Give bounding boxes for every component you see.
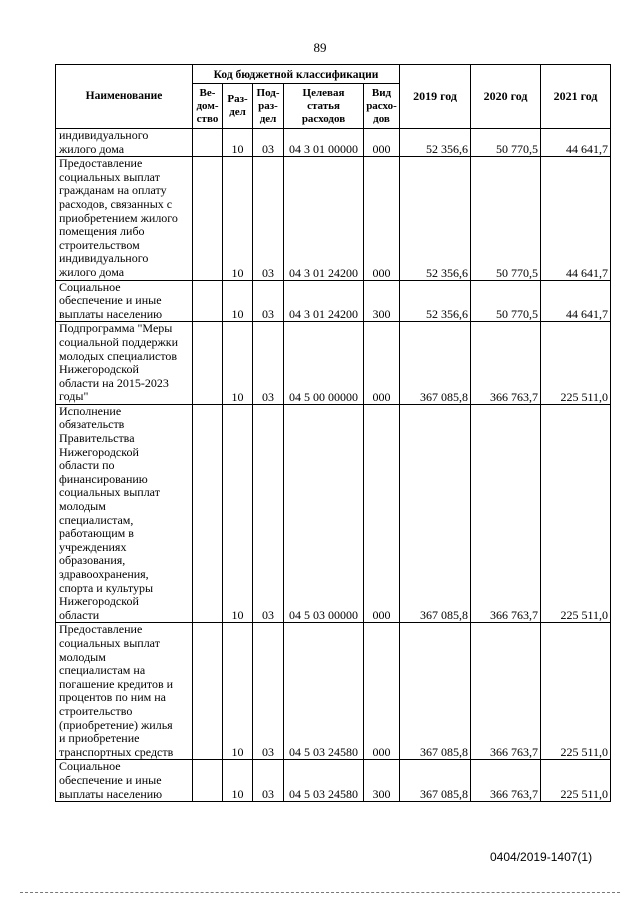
cell-razdel: 10 [223,129,253,157]
cell-name: индивидуального жилого дома [56,129,193,157]
cell-2021: 225 511,0 [541,322,611,405]
cell-expense-type: 000 [364,129,400,157]
table-row [56,760,611,802]
cell-expense-type: 300 [364,760,400,802]
cell-target-article: 04 3 01 24200 [284,280,364,322]
cell-2021: 44 641,7 [541,129,611,157]
cell-2019: 52 356,6 [400,157,471,280]
cell-expense-type: 300 [364,280,400,322]
cell-2019: 367 085,8 [400,760,471,802]
budget-table [55,64,611,802]
table-row [56,157,611,280]
cell-name: Социальное обеспечение и иные выплаты населению [56,760,193,802]
cell-name: Предоставление социальных выплат гражданам на оплату расходов, связанных с приобретением жилого помещения либо строительством индивидуального жилого дома [56,157,193,280]
cell-2019: 367 085,8 [400,404,471,623]
cell-podrazdel: 03 [253,623,284,760]
table-row [56,404,611,623]
table-row [56,322,611,405]
cell-target-article: 04 5 00 00000 [284,322,364,405]
cell-razdel: 10 [223,760,253,802]
cell-name: Подпрограмма "Меры социальной поддержки молодых специалистов Нижегородской области на 2015-2023 годы" [56,322,193,405]
header-2021: 2021 год [541,65,611,129]
cell-2019: 52 356,6 [400,280,471,322]
cell-podrazdel: 03 [253,157,284,280]
cell-target-article: 04 5 03 24580 [284,623,364,760]
cell-vedomstvo [193,404,223,623]
cell-2020: 366 763,7 [471,760,541,802]
cell-expense-type: 000 [364,322,400,405]
cell-2021: 225 511,0 [541,623,611,760]
cell-2019: 367 085,8 [400,322,471,405]
cell-2020: 366 763,7 [471,404,541,623]
cell-name: Предоставление социальных выплат молодым специалистам на погашение кредитов и процентов по ним на строительство (приобретение) жилья и приобретение транспортных средств [56,623,193,760]
cell-razdel: 10 [223,280,253,322]
table-row [56,280,611,322]
cell-name: Социальное обеспечение и иные выплаты населению [56,280,193,322]
cell-razdel: 10 [223,157,253,280]
cell-target-article: 04 3 01 00000 [284,129,364,157]
cell-vedomstvo [193,760,223,802]
cell-2020: 366 763,7 [471,322,541,405]
cell-vedomstvo [193,322,223,405]
cell-2021: 225 511,0 [541,760,611,802]
table-row [56,129,611,157]
cell-2020: 366 763,7 [471,623,541,760]
cell-podrazdel: 03 [253,404,284,623]
header-2019: 2019 год [400,65,471,129]
cell-2020: 50 770,5 [471,280,541,322]
cell-2019: 52 356,6 [400,129,471,157]
header-podrazdel: Под- раз- дел [253,84,284,129]
cell-2021: 225 511,0 [541,404,611,623]
cell-target-article: 04 3 01 24200 [284,157,364,280]
header-target-article: Целевая статья расходов [284,84,364,129]
cell-razdel: 10 [223,322,253,405]
cell-podrazdel: 03 [253,760,284,802]
header-code-group: Код бюджетной классификации [193,65,400,84]
cell-vedomstvo [193,157,223,280]
cell-razdel: 10 [223,404,253,623]
header-2020: 2020 год [471,65,541,129]
cell-podrazdel: 03 [253,322,284,405]
cell-podrazdel: 03 [253,129,284,157]
table-body [56,129,611,802]
table-row [56,623,611,760]
page-number: 89 [313,40,327,55]
cell-vedomstvo [193,129,223,157]
cell-2020: 50 770,5 [471,157,541,280]
cell-expense-type: 000 [364,157,400,280]
cell-target-article: 04 5 03 00000 [284,404,364,623]
page-divider [20,892,620,893]
cell-2021: 44 641,7 [541,280,611,322]
cell-name: Исполнение обязательств Правительства Нижегородской области по финансированию социальных выплат молодым специалистам, работающим в учреждениях образования, здравоохранения, спорта и культуры Нижегородской области [56,404,193,623]
cell-podrazdel: 03 [253,280,284,322]
cell-razdel: 10 [223,623,253,760]
cell-expense-type: 000 [364,404,400,623]
header-expense-type: Вид расхо- дов [364,84,400,129]
cell-vedomstvo [193,280,223,322]
header-name: Наименование [56,65,193,129]
header-vedomstvo: Ве- дом- ство [193,84,223,129]
cell-2021: 44 641,7 [541,157,611,280]
document-code: 0404/2019-1407(1) [490,850,593,864]
cell-vedomstvo [193,623,223,760]
cell-2020: 50 770,5 [471,129,541,157]
cell-expense-type: 000 [364,623,400,760]
header-razdel: Раз- дел [223,84,253,129]
cell-target-article: 04 5 03 24580 [284,760,364,802]
cell-2019: 367 085,8 [400,623,471,760]
